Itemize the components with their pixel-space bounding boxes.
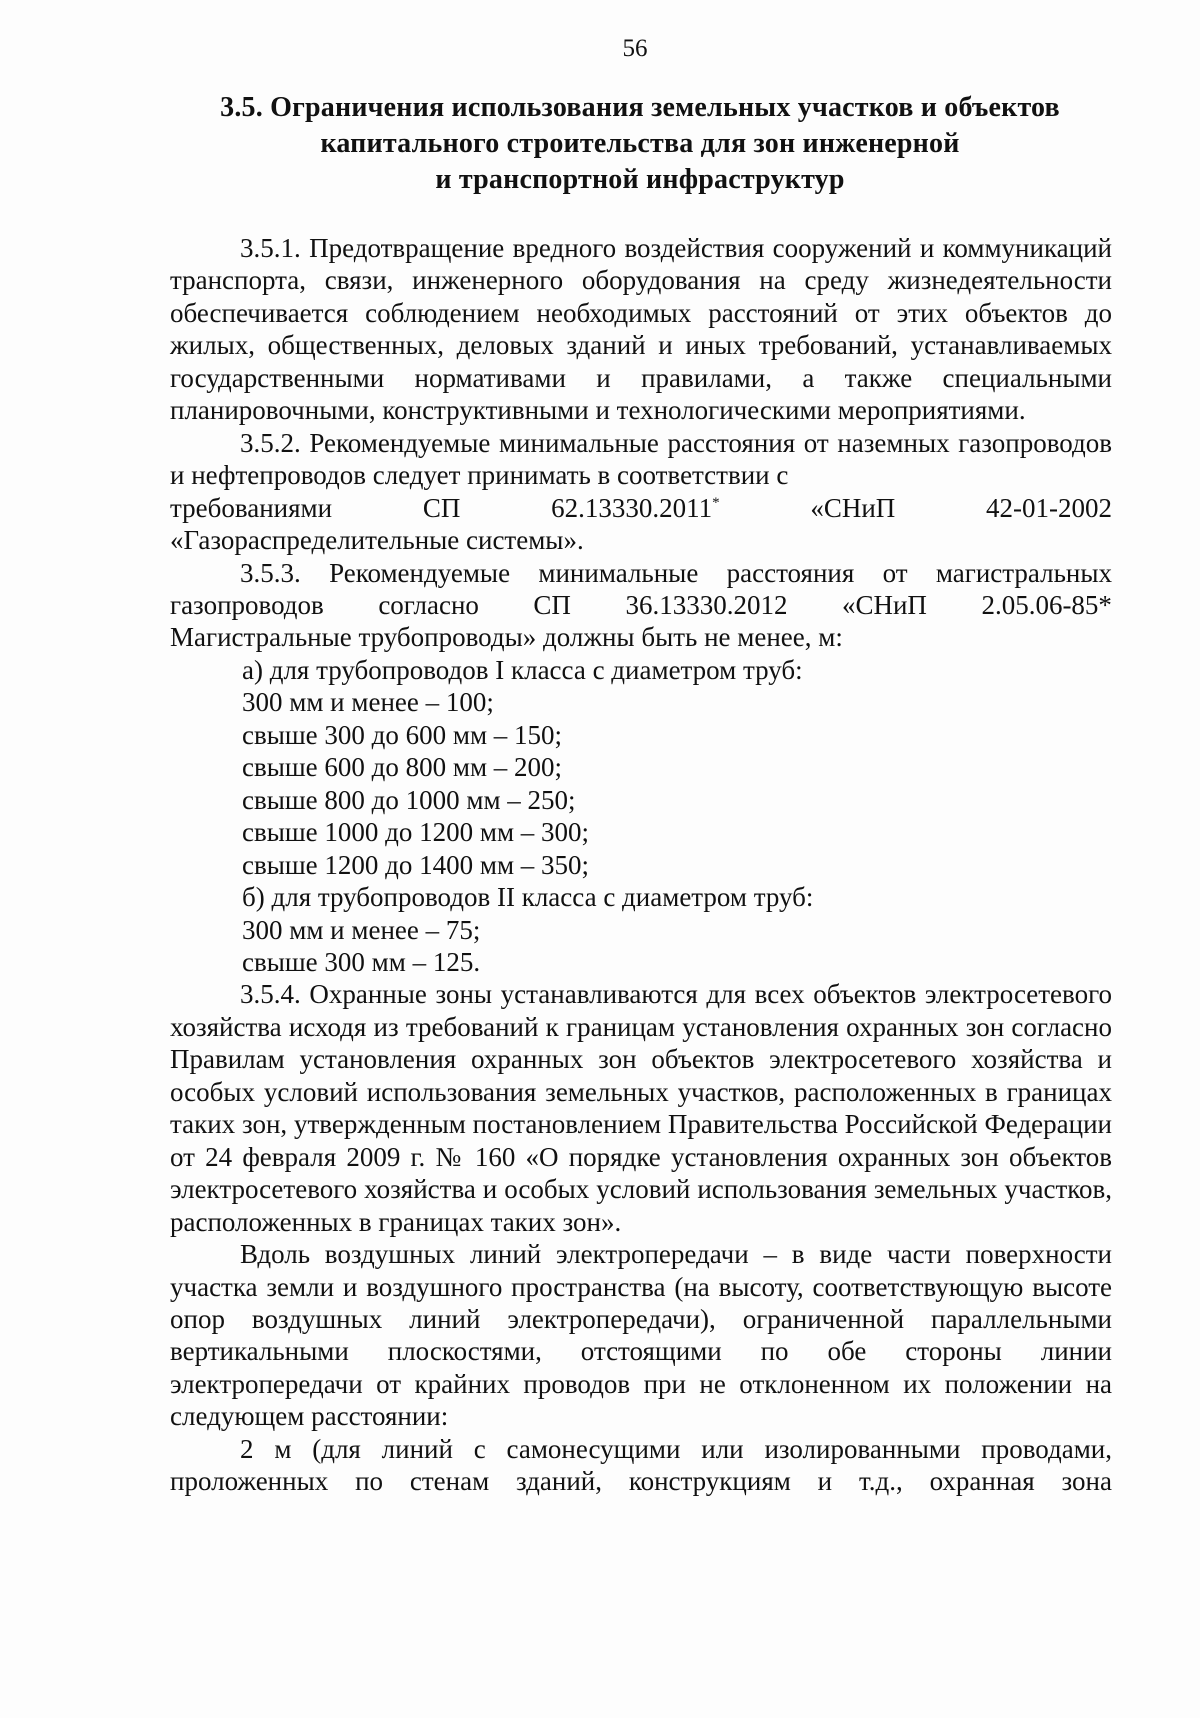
paragraph-3-5-3-tail: Магистральные трубопроводы» должны быть не менее, м: bbox=[170, 622, 843, 653]
paragraph-3-5-3-reference-line bbox=[170, 589, 1112, 621]
list-item: 300 мм и менее – 75; bbox=[242, 914, 481, 945]
list-item: 300 мм и менее – 100; bbox=[242, 687, 494, 718]
page-number: 56 bbox=[622, 35, 648, 62]
list-b-heading: б) для трубопроводов II класса с диаметром труб: bbox=[242, 882, 814, 913]
reference-code bbox=[551, 492, 720, 524]
section-title bbox=[160, 90, 1120, 198]
list-item: свыше 1000 до 1200 мм – 300; bbox=[242, 817, 590, 848]
reference-word: газопроводов bbox=[170, 589, 324, 620]
reference-word: «СНиП bbox=[810, 492, 896, 523]
paragraph-3-5-2-tail: «Газораспределительные системы». bbox=[170, 525, 584, 556]
list-item: свыше 600 до 800 мм – 200; bbox=[242, 752, 563, 783]
paragraph-3-5-4: 3.5.4. Охранные зоны устанавливаются для всех объектов электросетевого хозяйства исходя из требований к границам установления охранных зон согласно Правилам установления охранных зон объектов электросетевого хозяйства и особых условий использования земельных участков, расположенных в границах таких зон, утвержденным постановлением Правительства Российской Федерации от 24 февраля 2009 г. № 160 «О порядке установления охранных зон объектов электросетевого хозяйства и особых условий использования земельных участков, расположенных в границах таких зон». bbox=[170, 979, 1112, 1237]
list-item: свыше 1200 до 1400 мм – 350; bbox=[242, 849, 590, 880]
footnote-star: * bbox=[712, 494, 720, 511]
list-item: свыше 300 мм – 125. bbox=[242, 946, 481, 977]
list-item: свыше 300 до 600 мм – 150; bbox=[242, 719, 563, 750]
section-title-line: 3.5. Ограничения использования земельных участков и объектов bbox=[220, 92, 1060, 123]
paragraph-3-5-1: 3.5.1. Предотвращение вредного воздействия сооружений и коммуникаций транспорта, связи, инженерного оборудования на среду жизнедеятельности обеспечивается соблюдением необходимых расстояний от этих объектов до жилых, общественных, деловых зданий и иных требований, устанавливаемых государственными нормативами и правилами, а также специальными планировочными, конструктивными и технологическими мероприятиями. bbox=[170, 233, 1112, 426]
reference-word: СП bbox=[533, 589, 571, 620]
reference-word: СП bbox=[422, 492, 461, 523]
paragraph-3-5-2-lead: 3.5.2. Рекомендуемые минимальные расстояния от наземных газопроводов и нефтепроводов следует принимать в соответствии с bbox=[170, 427, 1112, 491]
paragraph-3-5-3-lead: 3.5.3. Рекомендуемые минимальные расстояния от магистральных bbox=[240, 557, 1112, 588]
reference-word: требованиями bbox=[170, 492, 333, 523]
paragraph-3-5-2-reference-line bbox=[170, 492, 1112, 524]
reference-word: 36.13330.2012 bbox=[625, 589, 788, 620]
paragraph-2m-zone: 2 м (для линий с самонесущими или изолированными проводами, проложенных по стенам зданий, конструкциям и т.д., охранная зона bbox=[170, 1433, 1112, 1497]
paragraph-power-lines: Вдоль воздушных линий электропередачи – в виде части поверхности участка земли и воздушного пространства (на высоту, соответствующую высоте опор воздушных линий электропередачи), ограниченной параллельными вертикальными плоскостями, отстоящими по обе стороны линии электропередачи от крайних проводов при не отклоненном их положении на следующем расстоянии: bbox=[170, 1239, 1112, 1432]
reference-word: «СНиП bbox=[841, 589, 927, 620]
reference-word: согласно bbox=[378, 589, 479, 620]
list-item: свыше 800 до 1000 мм – 250; bbox=[242, 784, 576, 815]
document-body bbox=[170, 232, 1112, 1498]
section-title-line: и транспортной инфраструктур bbox=[435, 164, 845, 195]
reference-code-text: 62.13330.2011 bbox=[551, 492, 713, 523]
list-a-heading: а) для трубопроводов I класса с диаметром труб: bbox=[242, 654, 803, 685]
reference-word: 42-01-2002 bbox=[986, 492, 1112, 523]
section-title-line: капитального строительства для зон инженерной bbox=[320, 128, 960, 159]
reference-word: 2.05.06-85* bbox=[981, 589, 1112, 620]
